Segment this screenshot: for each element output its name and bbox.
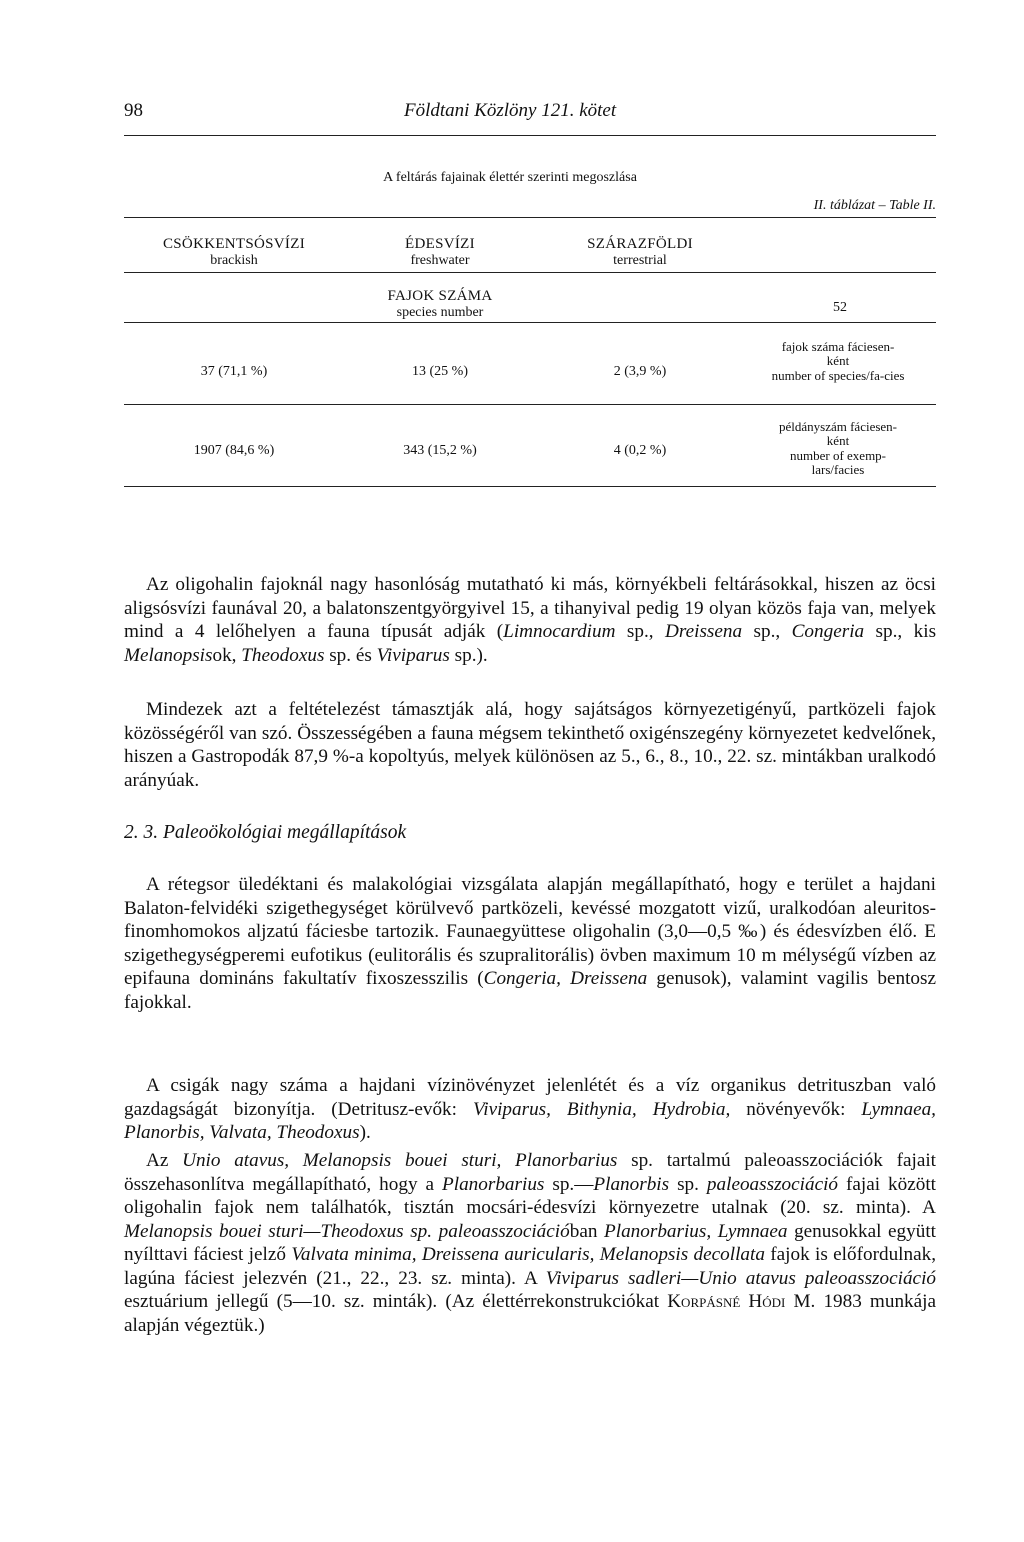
col-terrestrial-header [530, 236, 750, 268]
p1-taxon-theodoxus: Theodoxus [241, 644, 325, 666]
col-freshwater-header [330, 236, 550, 268]
table-label: II. táblázat – Table II. [813, 198, 936, 213]
p1-text-5: ok, [212, 644, 242, 666]
table-top-rule [124, 217, 936, 218]
page-number: 98 [124, 100, 143, 121]
col-freshwater-main: ÉDESVÍZI [405, 236, 475, 252]
p5-text-2: sp. tartalmú paleoasszociációk fajait összehasonlítva megállapítható, hogy a [124, 1150, 937, 1195]
running-header [124, 100, 936, 130]
species-number-main: FAJOK SZÁMA [387, 288, 493, 304]
p5-taxa-3: Valvata minima, Dreissena auricularis, Melanopsis decollata [291, 1244, 765, 1265]
row1-side-en: number of species/fa-cies [771, 367, 905, 383]
row1-side-label [748, 340, 928, 383]
p5-taxon-planorbis: Planorbis [593, 1173, 670, 1195]
species-total: 52 [833, 300, 847, 315]
col-freshwater-sub: freshwater [410, 252, 470, 268]
p5-paleoassociation-2: Melanopsis bouei sturi—Theodoxus sp. paleoasszociáció [124, 1220, 570, 1242]
p5-paleoassociation-1: paleoasszociáció [706, 1173, 839, 1195]
header-rule [124, 135, 936, 136]
p5-text-10: M. 1983 munkája alapján végeztük.) [124, 1291, 936, 1336]
p2-text: Mindezek azt a feltételezést támasztják alá, hogy sajátságos környezetigényű, partközeli fajok közösségéről van szó. Összességében a fauna mégsem tekinthető oxigénszegény környezetet kedvelőnek, hiszen a Gastropodák 87,9 %-a kopoltyús, melyek különösen az 5., 6., 8., 10., 22. sz. mintákban uralkodó arányúak. [124, 699, 936, 791]
section-title: 2. 3. Paleoökológiai megállapítások [124, 822, 407, 843]
row2-freshwater: 343 (15,2 %) [403, 443, 477, 458]
p5-text-4: sp. [669, 1173, 707, 1195]
p4-text-1: A csigák nagy száma a hajdani vízinövényzet jelenlétét és a víz organikus detrituszban való gazdagságát bizonyítja. (Detritusz-evők: [124, 1075, 936, 1120]
row1-terrestrial: 2 (3,9 %) [613, 364, 667, 379]
p5-text-9: esztuárium jellegű (5—10. sz. minták). (Az élettérrekonstrukciókat [124, 1291, 668, 1312]
p1-text-1: Az oligohalin fajoknál nagy hasonlóság mutatható ki más, környékbeli feltárásokkal, hiszen az öcsi aligsósvízi faunával 20, a balatonszentgyörgyivel 15, a tihanyival pedig 19 olyan közös faja van, melyek mind a 4 lelőhelyen a fauna típusát adják ( [124, 574, 936, 642]
col-brackish-sub: brackish [210, 252, 258, 268]
p5-taxon-planorbarius: Planorbarius [442, 1173, 545, 1195]
p1-taxon-dreissena: Dreissena [664, 621, 743, 642]
paragraph-5 [124, 1149, 936, 1337]
col-brackish-main: CSÖKKENTSÓSVÍZI [162, 236, 305, 252]
p3-taxa: Congeria, Dreissena [483, 968, 648, 989]
p4-text-2: növényevők: [730, 1098, 862, 1120]
p1-text-7: sp.). [449, 644, 488, 666]
p1-text-4: sp., kis [864, 621, 937, 642]
table-rule-3 [124, 404, 936, 405]
paragraph-4 [124, 1074, 936, 1145]
p5-text-6: ban [569, 1220, 605, 1242]
row1-freshwater: 13 (25 %) [412, 364, 468, 379]
p5-paleoassociation-3: Viviparus sadleri—Unio atavus paleoasszociáció [545, 1267, 937, 1289]
p5-text-8: fajok is előfordulnak, lagúna fáciest jelezvén (21., 22., 23. sz. minta). A [124, 1244, 936, 1289]
p1-taxon-limnocardium: Limnocardium [503, 621, 616, 642]
paragraph-2 [124, 698, 936, 792]
col-brackish-header [124, 236, 344, 268]
p4-taxa-detritus: Viviparus, Bithynia, Hydrobia, [472, 1098, 731, 1120]
p5-text-3: sp.— [544, 1173, 594, 1195]
paragraph-1 [124, 573, 936, 667]
p1-text-3: sp., [742, 621, 792, 642]
p1-text-6: sp. és [324, 644, 377, 666]
journal-title: Földtani Közlöny 121. kötet [404, 100, 617, 121]
p1-taxon-congeria: Congeria [791, 621, 865, 642]
row1-brackish: 37 (71,1 %) [200, 364, 268, 379]
p5-taxa-2: Planorbarius, Lymnaea [604, 1220, 788, 1242]
table-header-rule [124, 272, 936, 273]
p1-taxon-viviparus: Viviparus [376, 644, 450, 666]
col-terrestrial-sub: terrestrial [613, 252, 667, 268]
row2-terrestrial: 4 (0,2 %) [613, 443, 667, 458]
row2-brackish: 1907 (84,6 %) [193, 443, 275, 458]
species-number-sub: species number [396, 304, 484, 320]
p5-text-1: Az [146, 1150, 183, 1171]
species-number-header [330, 288, 550, 320]
p3-text-1: A rétegsor üledéktani és malakológiai vizsgálata alapján megállapítható, hogy e terület a hajdani Balaton-felvidéki szigethegységet körülvevő partközeli, kevéssé mozgatott vizű, uralkodóan aleuritos-finomhomokos aljzatú fáciesbe tartozik. Faunaegyüttese oligohalin (3,0—0,5 ‰) és édesvízben élő. E szigethegységperemi eufotikus (eulitorális és szupralitorális) övben maximum 10 m mélységű vízben az epifauna domináns fakultatív fixoszesszilis ( [124, 874, 936, 989]
table-caption: A feltárás fajainak élettér szerinti megoszlása [383, 170, 637, 185]
p1-taxon-melanopsis: Melanopsis [124, 644, 213, 666]
p1-text-2: sp., [615, 621, 665, 642]
paragraph-3 [124, 873, 936, 1014]
row2-side-hu: példányszám fáciesen-ként [778, 419, 898, 449]
p5-text-7: genusokkal együtt nyílttavi fáciest jelző [124, 1220, 936, 1265]
table-bottom-rule [124, 486, 936, 487]
p4-taxa-herbivores: Lymnaea, Planorbis, Valvata, Theodoxus [124, 1098, 936, 1143]
col-terrestrial-main: SZÁRAZFÖLDI [587, 236, 693, 252]
p5-taxa-1: Unio atavus, Melanopsis bouei sturi, Planorbarius [182, 1150, 618, 1171]
p5-author: Korpásné Hódi [667, 1291, 786, 1312]
table-rule-2 [124, 322, 936, 323]
row2-side-en: number of exemp-lars/facies [789, 447, 887, 477]
p3-text-2: genusok), valamint vagilis bentosz fajokkal. [124, 968, 936, 1013]
row2-side-label [748, 420, 928, 477]
p4-text-3: ). [359, 1122, 371, 1143]
p5-text-5: fajai között oligohalin fajok nem találhatók, tisztán mocsári-édesvízi környezetre utalnak (20. sz. minta). A [124, 1173, 937, 1218]
row1-side-hu: fajok száma fáciesen-ként [781, 339, 895, 369]
